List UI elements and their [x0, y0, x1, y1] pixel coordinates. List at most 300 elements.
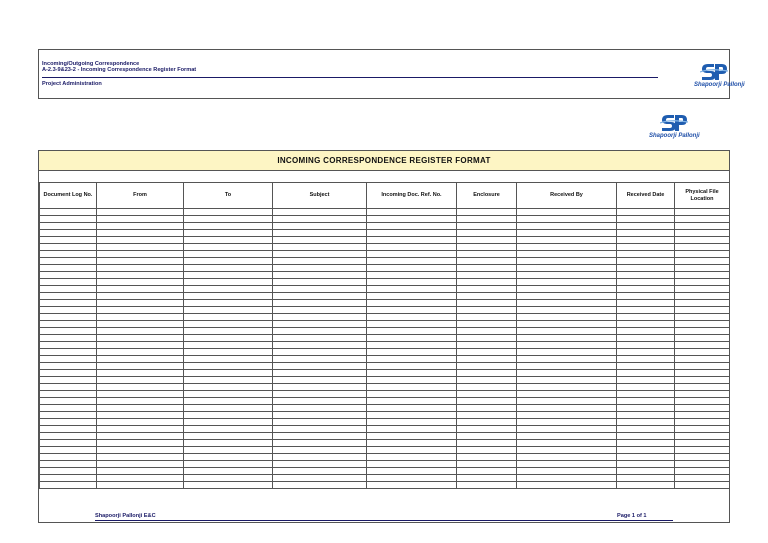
table-cell[interactable]	[97, 454, 184, 461]
table-cell[interactable]	[40, 482, 97, 489]
table-cell[interactable]	[457, 356, 517, 363]
table-cell[interactable]	[457, 342, 517, 349]
table-cell[interactable]	[97, 370, 184, 377]
table-cell[interactable]	[675, 258, 730, 265]
table-cell[interactable]	[675, 321, 730, 328]
table-cell[interactable]	[40, 356, 97, 363]
table-cell[interactable]	[367, 447, 457, 454]
table-cell[interactable]	[367, 251, 457, 258]
table-cell[interactable]	[97, 258, 184, 265]
table-cell[interactable]	[457, 237, 517, 244]
table-cell[interactable]	[40, 307, 97, 314]
table-cell[interactable]	[457, 321, 517, 328]
table-cell[interactable]	[273, 398, 367, 405]
table-cell[interactable]	[517, 307, 617, 314]
table-cell[interactable]	[273, 244, 367, 251]
table-cell[interactable]	[675, 384, 730, 391]
table-cell[interactable]	[617, 230, 675, 237]
table-cell[interactable]	[97, 363, 184, 370]
table-cell[interactable]	[273, 433, 367, 440]
table-cell[interactable]	[457, 258, 517, 265]
table-cell[interactable]	[517, 216, 617, 223]
table-cell[interactable]	[273, 300, 367, 307]
table-cell[interactable]	[675, 328, 730, 335]
table-cell[interactable]	[617, 216, 675, 223]
table-cell[interactable]	[675, 223, 730, 230]
table-cell[interactable]	[675, 286, 730, 293]
table-cell[interactable]	[97, 342, 184, 349]
table-cell[interactable]	[367, 349, 457, 356]
table-cell[interactable]	[40, 209, 97, 216]
table-cell[interactable]	[517, 405, 617, 412]
table-cell[interactable]	[457, 447, 517, 454]
table-cell[interactable]	[40, 426, 97, 433]
table-cell[interactable]	[273, 258, 367, 265]
table-cell[interactable]	[517, 356, 617, 363]
table-cell[interactable]	[367, 342, 457, 349]
table-cell[interactable]	[184, 349, 273, 356]
table-cell[interactable]	[273, 426, 367, 433]
table-cell[interactable]	[184, 335, 273, 342]
table-cell[interactable]	[184, 272, 273, 279]
table-cell[interactable]	[273, 356, 367, 363]
table-cell[interactable]	[40, 377, 97, 384]
table-cell[interactable]	[184, 447, 273, 454]
table-cell[interactable]	[617, 412, 675, 419]
table-cell[interactable]	[457, 433, 517, 440]
table-cell[interactable]	[367, 398, 457, 405]
table-cell[interactable]	[273, 447, 367, 454]
table-cell[interactable]	[97, 412, 184, 419]
table-cell[interactable]	[97, 216, 184, 223]
table-cell[interactable]	[97, 426, 184, 433]
table-cell[interactable]	[367, 454, 457, 461]
table-cell[interactable]	[457, 335, 517, 342]
table-cell[interactable]	[184, 433, 273, 440]
table-cell[interactable]	[97, 433, 184, 440]
table-cell[interactable]	[457, 426, 517, 433]
table-cell[interactable]	[617, 384, 675, 391]
table-cell[interactable]	[517, 272, 617, 279]
table-cell[interactable]	[617, 314, 675, 321]
table-cell[interactable]	[517, 377, 617, 384]
table-cell[interactable]	[675, 447, 730, 454]
table-cell[interactable]	[457, 412, 517, 419]
table-cell[interactable]	[617, 244, 675, 251]
table-cell[interactable]	[97, 244, 184, 251]
table-cell[interactable]	[40, 279, 97, 286]
table-cell[interactable]	[184, 244, 273, 251]
table-cell[interactable]	[675, 426, 730, 433]
table-cell[interactable]	[367, 244, 457, 251]
table-cell[interactable]	[184, 230, 273, 237]
table-cell[interactable]	[97, 447, 184, 454]
table-cell[interactable]	[517, 237, 617, 244]
table-cell[interactable]	[40, 461, 97, 468]
table-cell[interactable]	[517, 209, 617, 216]
table-cell[interactable]	[273, 363, 367, 370]
table-cell[interactable]	[517, 447, 617, 454]
table-cell[interactable]	[40, 314, 97, 321]
table-cell[interactable]	[97, 349, 184, 356]
table-cell[interactable]	[40, 335, 97, 342]
table-cell[interactable]	[517, 426, 617, 433]
table-cell[interactable]	[675, 391, 730, 398]
table-cell[interactable]	[367, 307, 457, 314]
table-cell[interactable]	[40, 321, 97, 328]
table-cell[interactable]	[617, 328, 675, 335]
table-cell[interactable]	[273, 223, 367, 230]
table-cell[interactable]	[40, 230, 97, 237]
table-cell[interactable]	[40, 293, 97, 300]
table-cell[interactable]	[617, 237, 675, 244]
table-cell[interactable]	[97, 223, 184, 230]
table-cell[interactable]	[367, 237, 457, 244]
table-cell[interactable]	[97, 230, 184, 237]
table-cell[interactable]	[517, 265, 617, 272]
table-cell[interactable]	[273, 265, 367, 272]
table-cell[interactable]	[184, 391, 273, 398]
table-cell[interactable]	[675, 363, 730, 370]
table-cell[interactable]	[184, 419, 273, 426]
table-cell[interactable]	[40, 328, 97, 335]
table-cell[interactable]	[184, 342, 273, 349]
table-cell[interactable]	[184, 300, 273, 307]
table-cell[interactable]	[457, 391, 517, 398]
table-cell[interactable]	[517, 251, 617, 258]
table-cell[interactable]	[40, 454, 97, 461]
table-cell[interactable]	[40, 342, 97, 349]
table-cell[interactable]	[184, 258, 273, 265]
table-cell[interactable]	[675, 440, 730, 447]
table-cell[interactable]	[367, 461, 457, 468]
table-cell[interactable]	[273, 251, 367, 258]
table-cell[interactable]	[40, 412, 97, 419]
table-cell[interactable]	[617, 209, 675, 216]
table-cell[interactable]	[273, 286, 367, 293]
table-cell[interactable]	[517, 244, 617, 251]
table-cell[interactable]	[184, 440, 273, 447]
table-cell[interactable]	[97, 377, 184, 384]
table-cell[interactable]	[675, 300, 730, 307]
table-cell[interactable]	[517, 363, 617, 370]
table-cell[interactable]	[40, 286, 97, 293]
table-cell[interactable]	[40, 237, 97, 244]
table-cell[interactable]	[675, 335, 730, 342]
table-cell[interactable]	[367, 279, 457, 286]
table-cell[interactable]	[367, 265, 457, 272]
table-cell[interactable]	[457, 286, 517, 293]
table-cell[interactable]	[675, 314, 730, 321]
table-cell[interactable]	[184, 216, 273, 223]
table-cell[interactable]	[367, 286, 457, 293]
table-cell[interactable]	[97, 391, 184, 398]
table-cell[interactable]	[97, 384, 184, 391]
table-cell[interactable]	[517, 342, 617, 349]
table-cell[interactable]	[367, 230, 457, 237]
table-cell[interactable]	[367, 363, 457, 370]
table-cell[interactable]	[184, 251, 273, 258]
table-cell[interactable]	[184, 384, 273, 391]
table-cell[interactable]	[97, 419, 184, 426]
table-cell[interactable]	[184, 286, 273, 293]
table-cell[interactable]	[617, 391, 675, 398]
table-cell[interactable]	[457, 349, 517, 356]
table-cell[interactable]	[40, 300, 97, 307]
table-cell[interactable]	[97, 300, 184, 307]
table-cell[interactable]	[273, 237, 367, 244]
table-cell[interactable]	[367, 405, 457, 412]
table-cell[interactable]	[367, 258, 457, 265]
table-cell[interactable]	[457, 223, 517, 230]
table-cell[interactable]	[675, 356, 730, 363]
table-cell[interactable]	[617, 440, 675, 447]
table-cell[interactable]	[457, 307, 517, 314]
table-cell[interactable]	[184, 293, 273, 300]
table-cell[interactable]	[184, 237, 273, 244]
table-cell[interactable]	[273, 307, 367, 314]
table-cell[interactable]	[97, 440, 184, 447]
table-cell[interactable]	[273, 321, 367, 328]
table-cell[interactable]	[675, 370, 730, 377]
table-cell[interactable]	[517, 482, 617, 489]
table-cell[interactable]	[675, 307, 730, 314]
table-cell[interactable]	[273, 482, 367, 489]
table-cell[interactable]	[617, 286, 675, 293]
table-cell[interactable]	[273, 216, 367, 223]
table-cell[interactable]	[273, 342, 367, 349]
table-cell[interactable]	[97, 237, 184, 244]
table-cell[interactable]	[617, 349, 675, 356]
table-cell[interactable]	[675, 265, 730, 272]
table-cell[interactable]	[517, 384, 617, 391]
table-cell[interactable]	[273, 454, 367, 461]
table-cell[interactable]	[273, 468, 367, 475]
table-cell[interactable]	[517, 258, 617, 265]
table-cell[interactable]	[457, 293, 517, 300]
table-cell[interactable]	[367, 335, 457, 342]
table-cell[interactable]	[184, 314, 273, 321]
table-cell[interactable]	[97, 328, 184, 335]
table-cell[interactable]	[273, 279, 367, 286]
table-cell[interactable]	[367, 433, 457, 440]
table-cell[interactable]	[97, 265, 184, 272]
table-cell[interactable]	[617, 482, 675, 489]
table-cell[interactable]	[184, 356, 273, 363]
table-cell[interactable]	[184, 377, 273, 384]
table-cell[interactable]	[40, 370, 97, 377]
table-cell[interactable]	[97, 307, 184, 314]
table-cell[interactable]	[40, 265, 97, 272]
table-cell[interactable]	[617, 251, 675, 258]
table-cell[interactable]	[517, 391, 617, 398]
table-cell[interactable]	[457, 363, 517, 370]
table-cell[interactable]	[675, 482, 730, 489]
table-cell[interactable]	[367, 209, 457, 216]
table-cell[interactable]	[184, 328, 273, 335]
table-cell[interactable]	[40, 398, 97, 405]
table-cell[interactable]	[97, 475, 184, 482]
table-cell[interactable]	[273, 391, 367, 398]
table-cell[interactable]	[675, 342, 730, 349]
table-cell[interactable]	[97, 468, 184, 475]
table-cell[interactable]	[517, 461, 617, 468]
table-cell[interactable]	[617, 405, 675, 412]
table-cell[interactable]	[97, 314, 184, 321]
table-cell[interactable]	[184, 321, 273, 328]
table-cell[interactable]	[40, 244, 97, 251]
table-cell[interactable]	[40, 272, 97, 279]
table-cell[interactable]	[367, 468, 457, 475]
table-cell[interactable]	[617, 363, 675, 370]
table-cell[interactable]	[367, 272, 457, 279]
table-cell[interactable]	[40, 251, 97, 258]
table-cell[interactable]	[367, 223, 457, 230]
table-cell[interactable]	[184, 482, 273, 489]
table-cell[interactable]	[273, 335, 367, 342]
table-cell[interactable]	[517, 475, 617, 482]
table-cell[interactable]	[517, 370, 617, 377]
table-cell[interactable]	[457, 251, 517, 258]
table-cell[interactable]	[457, 405, 517, 412]
table-cell[interactable]	[675, 461, 730, 468]
table-cell[interactable]	[273, 349, 367, 356]
table-cell[interactable]	[273, 293, 367, 300]
table-cell[interactable]	[457, 279, 517, 286]
table-cell[interactable]	[184, 475, 273, 482]
table-cell[interactable]	[184, 223, 273, 230]
table-cell[interactable]	[617, 258, 675, 265]
table-cell[interactable]	[367, 426, 457, 433]
table-cell[interactable]	[273, 328, 367, 335]
table-cell[interactable]	[184, 412, 273, 419]
table-cell[interactable]	[97, 279, 184, 286]
table-cell[interactable]	[273, 384, 367, 391]
table-cell[interactable]	[184, 363, 273, 370]
table-cell[interactable]	[675, 230, 730, 237]
table-cell[interactable]	[517, 321, 617, 328]
table-cell[interactable]	[675, 209, 730, 216]
table-cell[interactable]	[184, 265, 273, 272]
table-cell[interactable]	[457, 300, 517, 307]
table-cell[interactable]	[617, 223, 675, 230]
table-cell[interactable]	[517, 300, 617, 307]
table-cell[interactable]	[457, 328, 517, 335]
table-cell[interactable]	[367, 412, 457, 419]
table-cell[interactable]	[367, 377, 457, 384]
table-cell[interactable]	[517, 293, 617, 300]
table-cell[interactable]	[40, 223, 97, 230]
table-cell[interactable]	[617, 321, 675, 328]
table-cell[interactable]	[517, 223, 617, 230]
table-cell[interactable]	[457, 244, 517, 251]
table-cell[interactable]	[617, 265, 675, 272]
table-cell[interactable]	[273, 370, 367, 377]
table-cell[interactable]	[457, 230, 517, 237]
table-cell[interactable]	[97, 209, 184, 216]
table-cell[interactable]	[617, 279, 675, 286]
table-cell[interactable]	[367, 321, 457, 328]
table-cell[interactable]	[97, 293, 184, 300]
table-cell[interactable]	[675, 272, 730, 279]
table-cell[interactable]	[367, 370, 457, 377]
table-cell[interactable]	[40, 258, 97, 265]
table-cell[interactable]	[517, 349, 617, 356]
table-cell[interactable]	[617, 272, 675, 279]
table-cell[interactable]	[675, 293, 730, 300]
table-cell[interactable]	[675, 412, 730, 419]
table-cell[interactable]	[617, 342, 675, 349]
table-cell[interactable]	[457, 468, 517, 475]
table-cell[interactable]	[457, 314, 517, 321]
table-cell[interactable]	[97, 398, 184, 405]
table-cell[interactable]	[517, 440, 617, 447]
table-cell[interactable]	[367, 216, 457, 223]
table-cell[interactable]	[367, 356, 457, 363]
table-cell[interactable]	[273, 475, 367, 482]
table-cell[interactable]	[517, 279, 617, 286]
table-cell[interactable]	[273, 412, 367, 419]
table-cell[interactable]	[184, 279, 273, 286]
table-cell[interactable]	[675, 349, 730, 356]
table-cell[interactable]	[617, 426, 675, 433]
table-cell[interactable]	[184, 307, 273, 314]
table-cell[interactable]	[457, 216, 517, 223]
table-cell[interactable]	[517, 454, 617, 461]
table-cell[interactable]	[457, 377, 517, 384]
table-cell[interactable]	[675, 419, 730, 426]
table-cell[interactable]	[273, 419, 367, 426]
table-cell[interactable]	[617, 475, 675, 482]
table-cell[interactable]	[457, 370, 517, 377]
table-cell[interactable]	[367, 384, 457, 391]
table-cell[interactable]	[367, 482, 457, 489]
table-cell[interactable]	[675, 244, 730, 251]
table-cell[interactable]	[97, 251, 184, 258]
table-cell[interactable]	[675, 454, 730, 461]
table-cell[interactable]	[40, 391, 97, 398]
table-cell[interactable]	[457, 461, 517, 468]
table-cell[interactable]	[40, 363, 97, 370]
table-cell[interactable]	[97, 405, 184, 412]
table-cell[interactable]	[675, 251, 730, 258]
table-cell[interactable]	[273, 377, 367, 384]
table-cell[interactable]	[617, 300, 675, 307]
table-cell[interactable]	[184, 209, 273, 216]
table-cell[interactable]	[517, 468, 617, 475]
table-cell[interactable]	[40, 468, 97, 475]
table-cell[interactable]	[273, 405, 367, 412]
table-cell[interactable]	[40, 440, 97, 447]
table-cell[interactable]	[457, 419, 517, 426]
table-cell[interactable]	[457, 272, 517, 279]
table-cell[interactable]	[617, 335, 675, 342]
table-cell[interactable]	[184, 398, 273, 405]
table-cell[interactable]	[367, 391, 457, 398]
table-cell[interactable]	[184, 370, 273, 377]
table-cell[interactable]	[457, 440, 517, 447]
table-cell[interactable]	[617, 356, 675, 363]
table-cell[interactable]	[184, 426, 273, 433]
table-cell[interactable]	[40, 419, 97, 426]
table-cell[interactable]	[617, 433, 675, 440]
table-cell[interactable]	[97, 321, 184, 328]
table-cell[interactable]	[97, 286, 184, 293]
table-cell[interactable]	[457, 209, 517, 216]
table-cell[interactable]	[457, 454, 517, 461]
table-cell[interactable]	[457, 398, 517, 405]
table-cell[interactable]	[273, 440, 367, 447]
